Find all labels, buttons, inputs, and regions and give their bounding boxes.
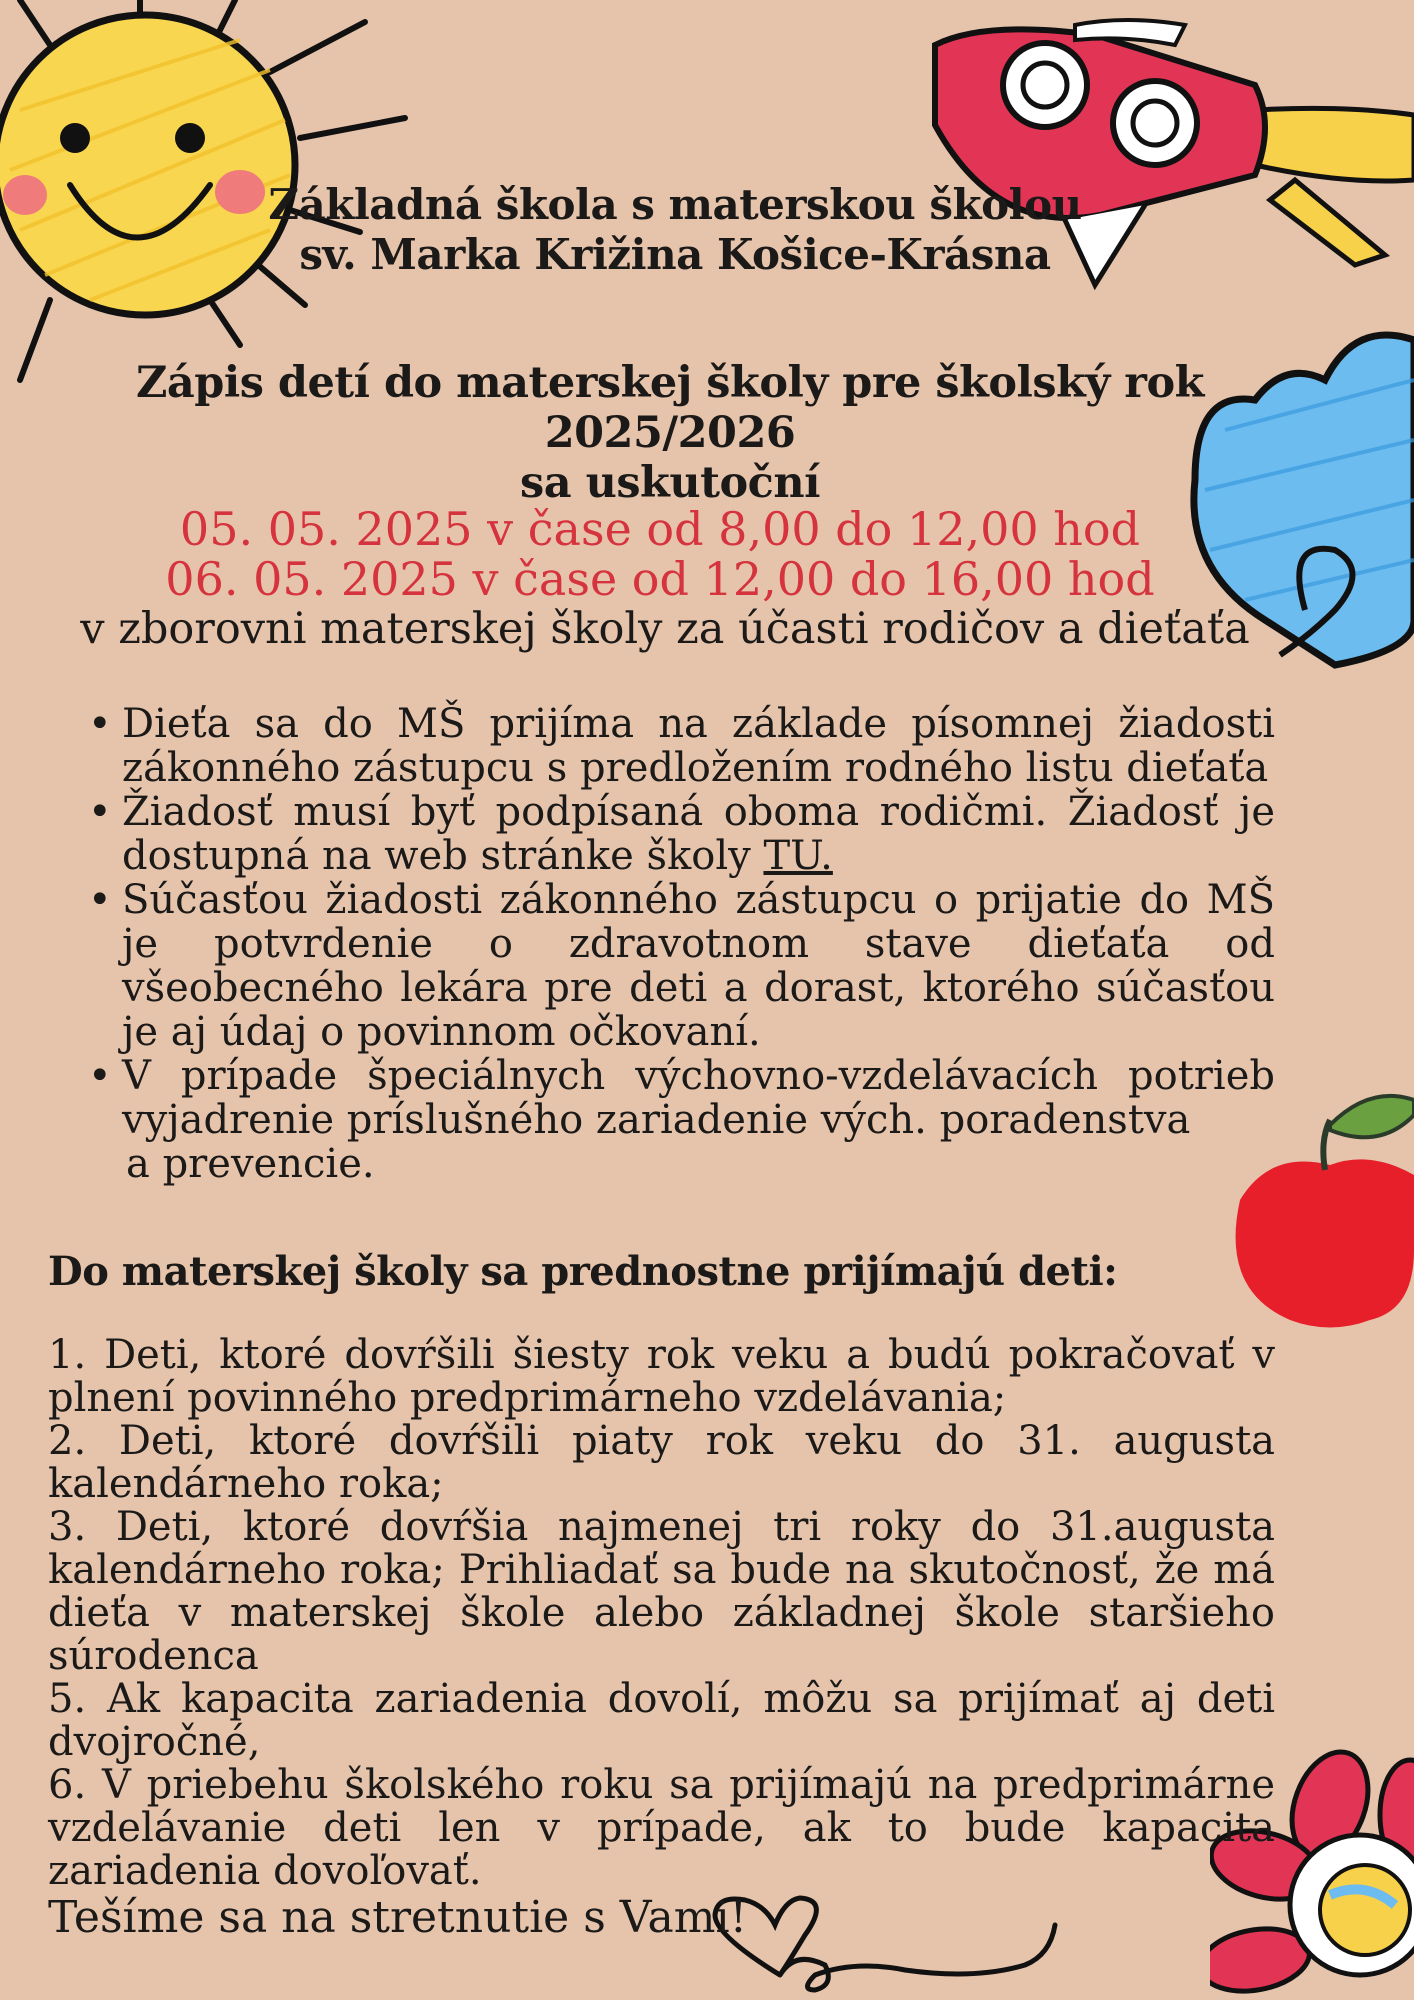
requirement-text: Súčasťou žiadosti zákonného zástupcu o prijatie do MŠ je potvrdenie o zdravotnom stave dieťaťa od všeobecného lekára pre deti a dorast, ktorého súčasťou je aj údaj o povinnom očkovaní.: [122, 877, 1275, 1055]
school-name-line1: Základná škola s materskou školou: [268, 180, 1082, 229]
application-form-link[interactable]: TU.: [763, 833, 833, 879]
criteria-item: 6. V priebehu školského roku sa prijímajú na predprimárne vzdelávanie deti len v prípade, ak to bude kapacita zariadenia dovoľovať.: [48, 1762, 1275, 1894]
criteria-item: 1. Deti, ktoré dovŕšili šiesty rok veku a budú pokračovať v plnení povinného predprimárneho vzdelávania;: [48, 1332, 1275, 1421]
criteria-item: 3. Deti, ktoré dovŕšia najmenej tri roky do 31.augusta kalendárneho roka; Prihliadať sa bude na skutočnosť, že má dieťa v materskej škole alebo základnej škole staršieho súrodenca: [48, 1504, 1275, 1679]
enrollment-heading-line1: Zápis detí do materskej školy pre školský rok 2025/2026: [136, 358, 1204, 458]
requirement-text: V prípade špeciálnych výchovno-vzdelávacích potrieb vyjadrenie príslušného zariadenie vých. poradenstva: [122, 1053, 1275, 1143]
requirement-text: Žiadosť musí byť podpísaná oboma rodičmi. Žiadosť je dostupná na web stránke školy: [122, 789, 1275, 879]
list-item: [88, 789, 1275, 879]
list-item: [88, 1053, 1275, 1187]
requirement-text: Dieťa sa do MŠ prijíma na základe písomnej žiadosti zákonného zástupcu s predložením rodného listu dieťaťa: [122, 701, 1275, 791]
criteria-item: 5. Ak kapacita zariadenia dovolí, môžu sa prijímať aj deti dvojročné,: [48, 1676, 1275, 1765]
priority-heading: Do materskej školy sa prednostne prijímajú deti:: [48, 1248, 1118, 1295]
closing-greeting: Tešíme sa na stretnutie s Vami!: [48, 1892, 748, 1943]
enrollment-heading: [40, 358, 1300, 508]
enrollment-venue: v zborovni materskej školy za účasti rodičov a dieťaťa: [80, 604, 1250, 654]
list-item: [88, 877, 1275, 1055]
requirement-text-continued: a prevencie.: [126, 1141, 375, 1187]
requirements-list: [88, 701, 1275, 1187]
enrollment-date-2: 06. 05. 2025 v čase od 12,00 do 16,00 hod: [165, 552, 1155, 606]
enrollment-heading-line2: sa uskutoční: [520, 458, 820, 508]
school-name-line2: sv. Marka Križina Košice-Krásna: [299, 230, 1051, 279]
school-name: [200, 180, 1150, 280]
enrollment-date-1: 05. 05. 2025 v čase od 8,00 do 12,00 hod: [179, 502, 1141, 556]
bullet-icon: •: [88, 877, 112, 923]
heart-scribble: [705, 1890, 1060, 2000]
criteria-item: 2. Deti, ktoré dovŕšili piaty rok veku do 31. augusta kalendárneho roka;: [48, 1418, 1275, 1507]
bullet-icon: •: [88, 701, 112, 747]
priority-criteria: [48, 1334, 1275, 1893]
list-item: [88, 701, 1275, 791]
bullet-icon: •: [88, 1053, 112, 1099]
bullet-icon: •: [88, 789, 112, 835]
